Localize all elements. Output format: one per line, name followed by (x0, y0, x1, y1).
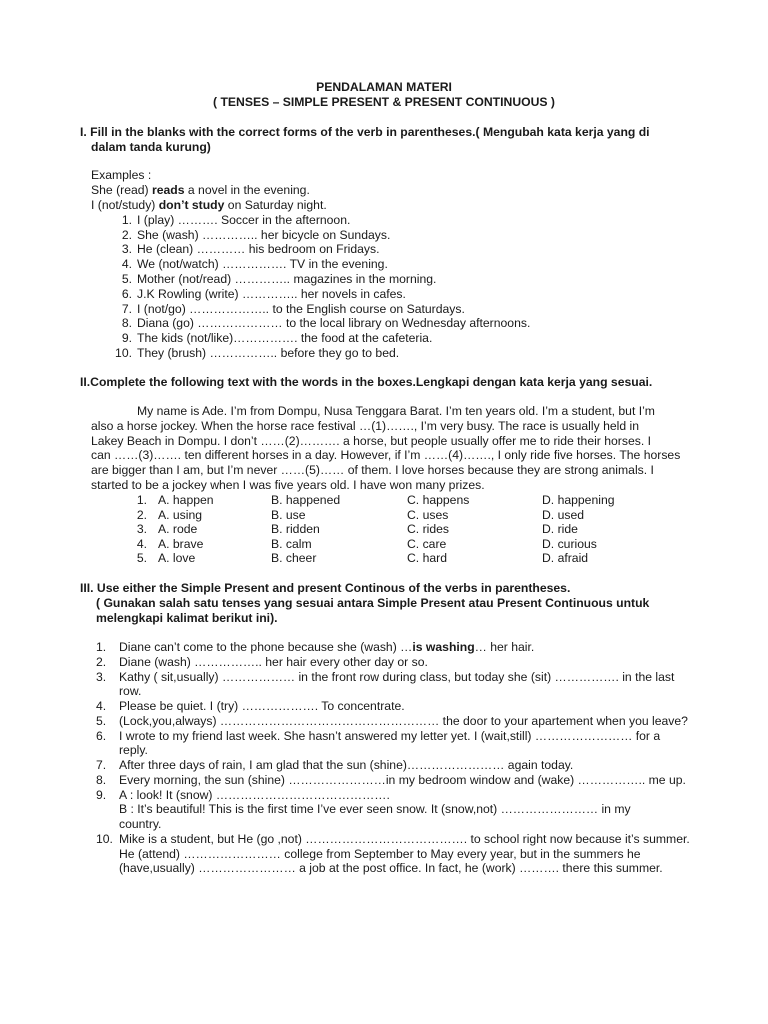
option-d: D. afraid (542, 551, 589, 565)
list-item-cont: row. (119, 684, 142, 698)
list-item: Every morning, the sun (shine) ……………………in my bedroom window and (wake) …………….. me up. (119, 773, 686, 787)
option-number: 4. (136, 537, 147, 551)
option-c: C. rides (407, 522, 449, 536)
option-b: B. calm (271, 537, 312, 551)
page-subtitle: ( TENSES – SIMPLE PRESENT & PRESENT CONTINUOUS ) (213, 95, 555, 109)
item-number: 7. (96, 758, 107, 772)
option-number: 2. (136, 508, 147, 522)
item-number: 2. (96, 655, 107, 669)
list-item: I wrote to my friend last week. She hasn’t answered my letter yet. I (wait,still) …………………… for a (119, 729, 661, 743)
item-number: 3. (96, 670, 107, 684)
list-item: The kids (not/like)……………. the food at the cafeteria. (137, 331, 433, 345)
list-item: Mike is a student, but He (go ,not) …………………………………. to school right now because it’s summer. (119, 832, 690, 846)
list-item: Diana (go) ………………… to the local library on Wednesday afternoons. (137, 316, 531, 330)
list-item: (Lock,you,always) ……………………………………………… the door to your apartement when you leave? (119, 714, 688, 728)
section2-heading: II.Complete the following text with the words in the boxes.Lengkapi dengan kata kerja yang sesuai. (80, 375, 653, 389)
list-item-cont: He (attend) …………………… college from September to May every year, but in the summers he (119, 847, 641, 861)
list-item: Mother (not/read) ………….. magazines in the morning. (137, 272, 437, 286)
paragraph-line: can ……(3)……. ten different horses in a day. However, if I’m ……(4)……., I only ride five horses. The horses (91, 448, 681, 462)
list-item-cont: reply. (119, 743, 148, 757)
option-b: B. happened (271, 493, 341, 507)
option-c: C. happens (407, 493, 470, 507)
list-item: I (not/go) ……………….. to the English course on Saturdays. (137, 302, 465, 316)
option-number: 1. (136, 493, 147, 507)
item-number: 7. (121, 302, 132, 316)
item-number: 9. (96, 788, 107, 802)
list-item: He (clean) ………… his bedroom on Fridays. (137, 242, 380, 256)
list-item: After three days of rain, I am glad that the sun (shine)…………………… again today. (119, 758, 574, 772)
list-item: Diane (wash) …………….. her hair every other day or so. (119, 655, 428, 669)
item-number: 9. (121, 331, 132, 345)
item-number: 10. (115, 346, 132, 360)
item-number: 1. (96, 640, 107, 654)
item-number: 4. (96, 699, 107, 713)
option-b: B. cheer (271, 551, 317, 565)
paragraph-line: started to be a jockey when I was five years old. I have won many prizes. (91, 478, 485, 492)
examples-label: Examples : (91, 168, 152, 182)
item-number: 8. (96, 773, 107, 787)
list-item-cont: country. (119, 817, 162, 831)
list-item: They (brush) …………….. before they go to bed. (137, 346, 400, 360)
example-2: I (not/study) don’t study on Saturday night. (91, 198, 327, 212)
item-number: 2. (121, 228, 132, 242)
item-number: 3. (121, 242, 132, 256)
option-a: A. rode (158, 522, 198, 536)
page-title: PENDALAMAN MATERI (316, 80, 452, 94)
option-b: B. use (271, 508, 306, 522)
item-number: 1. (121, 213, 132, 227)
item-number: 6. (121, 287, 132, 301)
section3-heading-cont: melengkapi kalimat berikut ini). (96, 611, 278, 625)
list-item: Please be quiet. I (try) ………………. To concentrate. (119, 699, 405, 713)
option-a: A. love (158, 551, 196, 565)
list-item-cont: B : It’s beautiful! This is the first time I’ve ever seen snow. It (snow,not) …………………… in my (119, 802, 631, 816)
option-b: B. ridden (271, 522, 320, 536)
option-d: D. ride (542, 522, 578, 536)
list-item: She (wash) ………….. her bicycle on Sundays. (137, 228, 391, 242)
section1-heading-cont: dalam tanda kurung) (91, 140, 211, 154)
example-1: She (read) reads a novel in the evening. (91, 183, 310, 197)
option-c: C. care (407, 537, 447, 551)
section3-heading-cont: ( Gunakan salah satu tenses yang sesuai antara Simple Present atau Present Continuous untuk (96, 596, 650, 610)
list-item: A : look! It (snow) ……………………………………. (119, 788, 390, 802)
option-d: D. happening (542, 493, 615, 507)
item-number: 4. (121, 257, 132, 271)
option-a: A. using (158, 508, 203, 522)
section3-heading: III. Use either the Simple Present and present Continous of the verbs in parentheses. (80, 581, 571, 595)
option-a: A. brave (158, 537, 204, 551)
section1-heading: I. Fill in the blanks with the correct forms of the verb in parentheses.( Mengubah kata kerja yang di (80, 125, 650, 139)
option-number: 3. (136, 522, 147, 536)
list-item: Kathy ( sit,usually) ……………… in the front row during class, but today she (sit) ……………. in the last (119, 670, 675, 684)
list-item: Diane can’t come to the phone because she (wash) …is washing… her hair. (119, 640, 535, 654)
list-item: J.K Rowling (write) ………….. her novels in cafes. (137, 287, 406, 301)
option-number: 5. (136, 551, 147, 565)
paragraph-line: are bigger than I am, but I’m never ……(5)…… of them. I love horses because they are strong animals. I (91, 463, 654, 477)
item-number: 10. (96, 832, 113, 846)
option-c: C. hard (407, 551, 447, 565)
option-d: D. curious (542, 537, 597, 551)
item-number: 5. (96, 714, 107, 728)
option-a: A. happen (158, 493, 214, 507)
paragraph-line: Lakey Beach in Dompu. I don’t ……(2)………. a horse, but people usually offer me to ride their horses. I (91, 434, 651, 448)
item-number: 6. (96, 729, 107, 743)
item-number: 5. (121, 272, 132, 286)
paragraph-line: My name is Ade. I’m from Dompu, Nusa Tenggara Barat. I’m ten years old. I’m a student, but I’m (137, 404, 655, 418)
list-item: We (not/watch) ……………. TV in the evening. (137, 257, 388, 271)
list-item-cont: (have,usually) …………………… a job at the post office. In fact, he (work) ………. there this summer. (119, 861, 663, 875)
option-d: D. used (542, 508, 585, 522)
list-item: I (play) ………. Soccer in the afternoon. (137, 213, 351, 227)
paragraph-line: also a horse jockey. When the horse race festival …(1)……., I’m very busy. The race is usually held in (91, 419, 639, 433)
option-c: C. uses (407, 508, 449, 522)
item-number: 8. (121, 316, 132, 330)
